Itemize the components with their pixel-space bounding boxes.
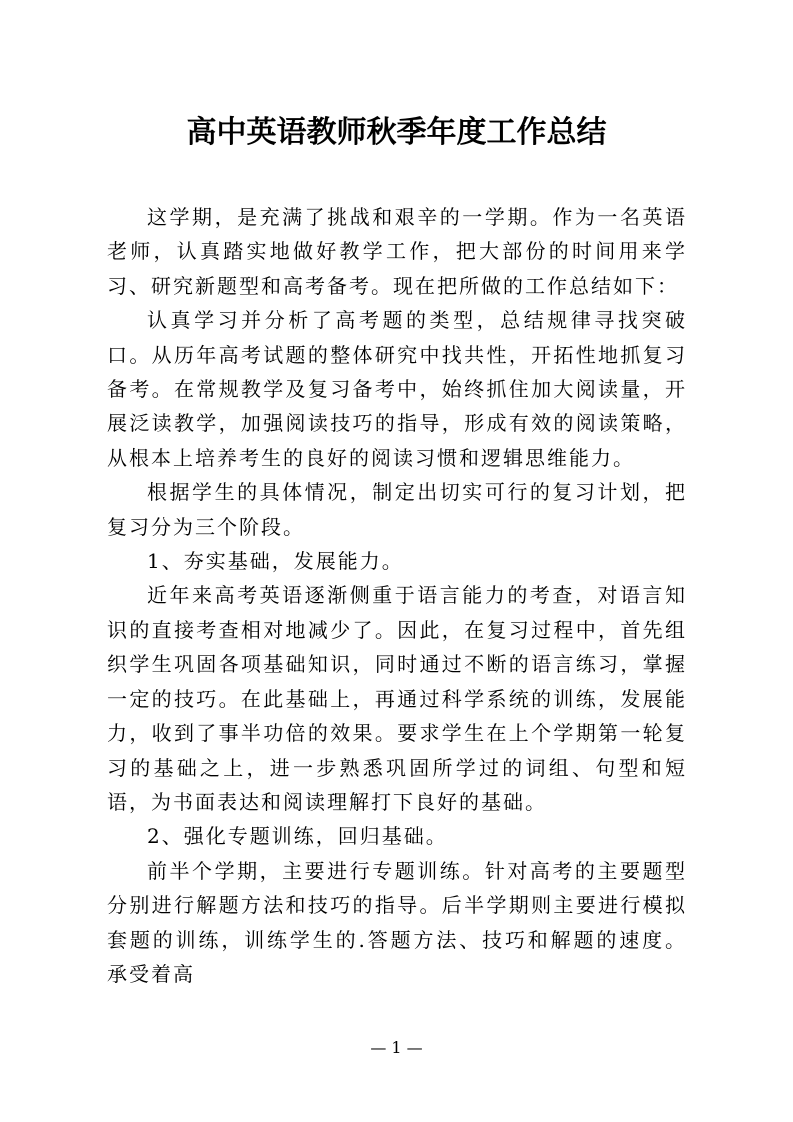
paragraph-review-plan: 根据学生的具体情况，制定出切实可行的复习计划，把复习分为三个阶段。 [107,480,687,539]
page-number: — 1 — [370,1038,423,1057]
document-body [107,200,687,991]
document-title: 高中英语教师秋季年度工作总结 [186,115,607,150]
paragraph-stage-1: 近年来高考英语逐渐侧重于语言能力的考查，对语言知识的直接考查相对地减少了。因此，在复习过程中，首先组织学生巩固各项基础知识，同时通过不断的语言练习，掌握一定的技巧。在此基础上，再通过科学系统的训练，发展能力，收到了事半功倍的效果。要求学生在上个学期第一轮复习的基础之上，进一步熟悉巩固所学过的词组、句型和短语，为书面表达和阅读理解打下良好的基础。 [107,583,687,814]
paragraph-intro: 这学期，是充满了挑战和艰辛的一学期。作为一名英语老师，认真踏实地做好教学工作，把大部份的时间用来学习、研究新题型和高考备考。现在把所做的工作总结如下： [107,205,687,298]
section-heading-1: 1、夯实基础，发展能力。 [147,549,404,574]
paragraph-exam-analysis: 认真学习并分析了高考题的类型，总结规律寻找突破口。从历年高考试题的整体研究中找共性，开拓性地抓复习备考。在常规教学及复习备考中，始终抓住加大阅读量，开展泛读教学，加强阅读技巧的指导，形成有效的阅读策略，从根本上培养考生的良好的阅读习惯和逻辑思维能力。 [107,308,687,470]
section-heading-2: 2、强化专题训练，回归基础。 [147,824,448,849]
paragraph-stage-2: 前半个学期，主要进行专题训练。针对高考的主要题型分别进行解题方法和技巧的指导。后半学期则主要进行模拟套题的训练，训练学生的.答题方法、技巧和解题的速度。承受着高 [107,858,687,986]
